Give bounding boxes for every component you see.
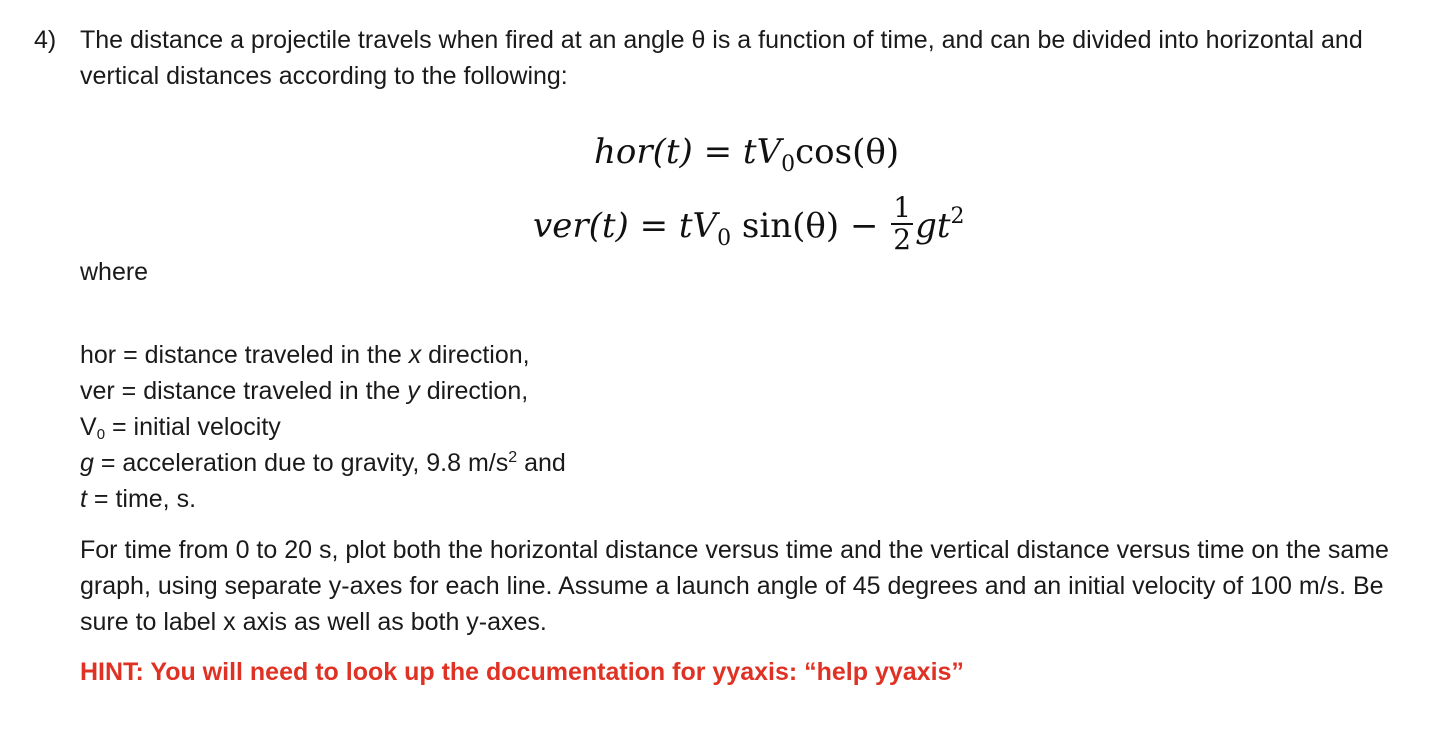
- ver-equation-gt: gt: [915, 206, 951, 246]
- vertical-equation: [533, 191, 965, 259]
- definition-g-text: = acceleration due to gravity, 9.8 m/s: [93, 449, 509, 477]
- definition-v0-symbol: V: [80, 413, 97, 441]
- horizontal-equation: [594, 132, 899, 185]
- fraction-denominator: 2: [893, 223, 912, 256]
- definition-g-symbol: g: [80, 449, 94, 477]
- definition-ver-tail: direction,: [419, 377, 529, 405]
- hint-text: HINT: You will need to look up the documentation for yyaxis: “help yyaxis”: [80, 658, 964, 686]
- definition-t-text: = time, s.: [86, 485, 197, 513]
- definition-v0-subscript: 0: [96, 426, 106, 443]
- ver-equation-subscript: 0: [717, 226, 732, 251]
- ver-equation-sin: sin(θ) −: [731, 206, 890, 246]
- ver-equation-tv: tV: [678, 206, 718, 246]
- definition-ver: [80, 373, 566, 409]
- definition-hor-text: hor = distance traveled in the: [80, 341, 409, 369]
- ver-equation-exponent: 2: [950, 204, 965, 229]
- problem-number: 4): [34, 26, 57, 54]
- one-half-fraction: [891, 193, 913, 255]
- definition-t-symbol: t: [80, 485, 87, 513]
- definition-ver-var: y: [407, 377, 420, 405]
- hor-equation-subscript: 0: [781, 152, 796, 177]
- variable-definitions: [80, 337, 566, 517]
- definition-g-tail: and: [517, 449, 566, 477]
- definition-hor-tail: direction,: [421, 341, 530, 369]
- fraction-numerator: 1: [893, 191, 912, 224]
- ver-equation-lhs: ver(t) =: [533, 206, 679, 246]
- hor-equation-tv: tV: [742, 132, 782, 172]
- definition-t: [80, 481, 566, 517]
- where-label: where: [80, 258, 149, 286]
- definition-v0-text: = initial velocity: [105, 413, 281, 441]
- task-instructions: For time from 0 to 20 s, plot both the horizontal distance versus time and the vertical distance versus time on the same graph, using separate y-axes for each line. Assume a launch angle of 45 degrees and an initial velocity of 100 m/s. Be sure to label x axis as well as both y-axes.: [80, 536, 1389, 636]
- hor-equation-lhs: hor(t) =: [594, 132, 743, 172]
- definition-ver-text: ver = distance traveled in the: [80, 377, 408, 405]
- definition-hor-var: x: [408, 341, 422, 369]
- hor-equation-cos: cos(θ): [795, 132, 900, 172]
- problem-intro: The distance a projectile travels when fired at an angle θ is a function of time, and can be divided into horizontal and vertical distances according to the following:: [80, 26, 1363, 90]
- definition-hor: [80, 337, 566, 373]
- definition-v0: [80, 409, 566, 445]
- definition-g-exponent: 2: [508, 449, 518, 466]
- definition-g: [80, 445, 566, 481]
